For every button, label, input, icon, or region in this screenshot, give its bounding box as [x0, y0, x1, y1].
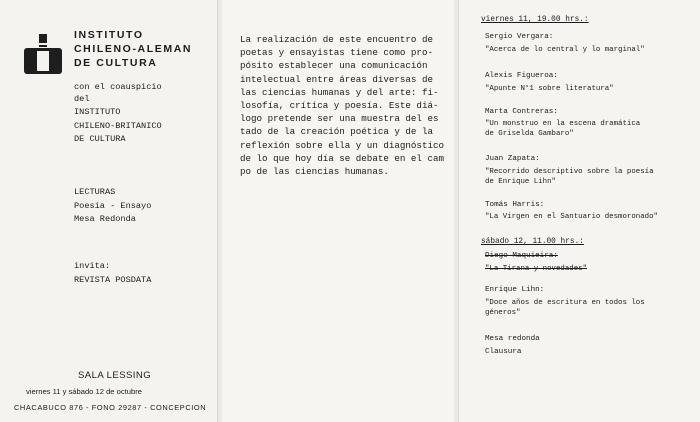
invites-label: invita:: [74, 261, 111, 271]
venue-address: CHACABUCO 876 - FONO 29287 - CONCEPCION: [14, 403, 207, 412]
invites-block: [74, 260, 151, 287]
event-dates: viernes 11 y sábado 12 de octubre: [26, 387, 142, 396]
paragraph-line: tado de la creación poética y de la: [240, 126, 433, 138]
day1-heading: viernes 11, 19.00 hrs.:: [481, 16, 589, 24]
cosponsor-line: DE CULTURA: [74, 134, 126, 144]
cosponsor-line: con el coauspicio: [74, 82, 162, 92]
talk-title-line: "Doce años de escritura en todos los: [485, 299, 645, 307]
closing-line: Mesa redonda: [485, 335, 540, 343]
activity-line: LECTURAS: [74, 187, 116, 197]
title-line: CHILENO-ALEMAN: [74, 43, 193, 55]
closing-block: [485, 333, 540, 359]
talk-title: "Apunte N°1 sobre literatura": [485, 85, 614, 93]
talk-title: [485, 167, 654, 187]
cosponsor-line: CHILENO-BRITANICO: [74, 120, 162, 131]
cosponsor-line: INSTITUTO: [74, 107, 121, 117]
paragraph-line: de lo que hoy día se debate en el cam: [240, 152, 444, 164]
venue-name: SALA LESSING: [78, 370, 152, 381]
speaker-name: Alexis Figueroa:: [485, 72, 558, 80]
paragraph-line: losofía, crítica y poesía. Este diá-: [240, 100, 439, 112]
right-panel: [458, 0, 700, 422]
cosponsor-line: del: [74, 93, 90, 104]
paragraph-line: logo pretende ser una muestra del es: [240, 113, 439, 125]
paragraph-line: poetas y ensayistas tiene como pro-: [240, 47, 433, 59]
cosponsor-block: [74, 82, 162, 146]
invites-name: REVISTA POSDATA: [74, 274, 152, 285]
title-line: INSTITUTO: [74, 29, 144, 41]
talk-title-line: de Enrique Lihn": [485, 178, 556, 186]
paragraph-line: po de las ciencias humanas.: [240, 166, 389, 178]
paragraph-line: las ciencias humanas y del arte: fi-: [240, 86, 439, 98]
speaker-name: Juan Zapata:: [485, 155, 540, 163]
left-panel: [0, 0, 218, 422]
intro-paragraph: [240, 33, 450, 178]
speaker-name: Sergio Vergara:: [485, 33, 554, 41]
paragraph-line: pósito establecer una comunicación: [240, 60, 428, 72]
talk-title: "La Virgen en el Santuario desmoronado": [485, 213, 658, 221]
activity-line: Mesa Redonda: [74, 214, 136, 224]
talk-title: "Acerca de lo central y lo marginal": [485, 46, 645, 54]
talk-title-line: "Recorrido descriptivo sobre la poesía: [485, 168, 654, 176]
talk-title-line: géneros": [485, 309, 521, 317]
talk-title-line: de Griselda Gambaro": [485, 130, 574, 138]
speaker-name: Diego Maquieira:: [485, 252, 558, 260]
talk-title: [485, 298, 645, 318]
paragraph-line: La realización de este encuentro de: [240, 34, 433, 45]
activity-line: Poesía - Ensayo: [74, 200, 152, 211]
paragraph-line: reflexión sobre ella y un diagnóstico: [240, 139, 444, 151]
day2-heading: sábado 12, 11.00 hrs.:: [481, 238, 584, 246]
institute-logo-icon: [24, 34, 62, 76]
middle-panel: [222, 0, 454, 422]
institution-title: [74, 28, 192, 70]
speaker-name: Tomás Harris:: [485, 201, 545, 209]
talk-title-line: "Un monstruo en la escena dramática: [485, 120, 641, 128]
talk-title: "La Tirana y novedades": [485, 265, 588, 273]
activities-block: [74, 186, 151, 227]
title-line: DE CULTURA: [74, 57, 158, 69]
closing-line: Clausura: [485, 348, 522, 356]
paragraph-line: intelectual entre áreas diversas de: [240, 73, 433, 85]
speaker-name: Enrique Lihn:: [485, 286, 545, 294]
talk-title: [485, 119, 640, 139]
speaker-name: Marta Contreras:: [485, 108, 558, 116]
